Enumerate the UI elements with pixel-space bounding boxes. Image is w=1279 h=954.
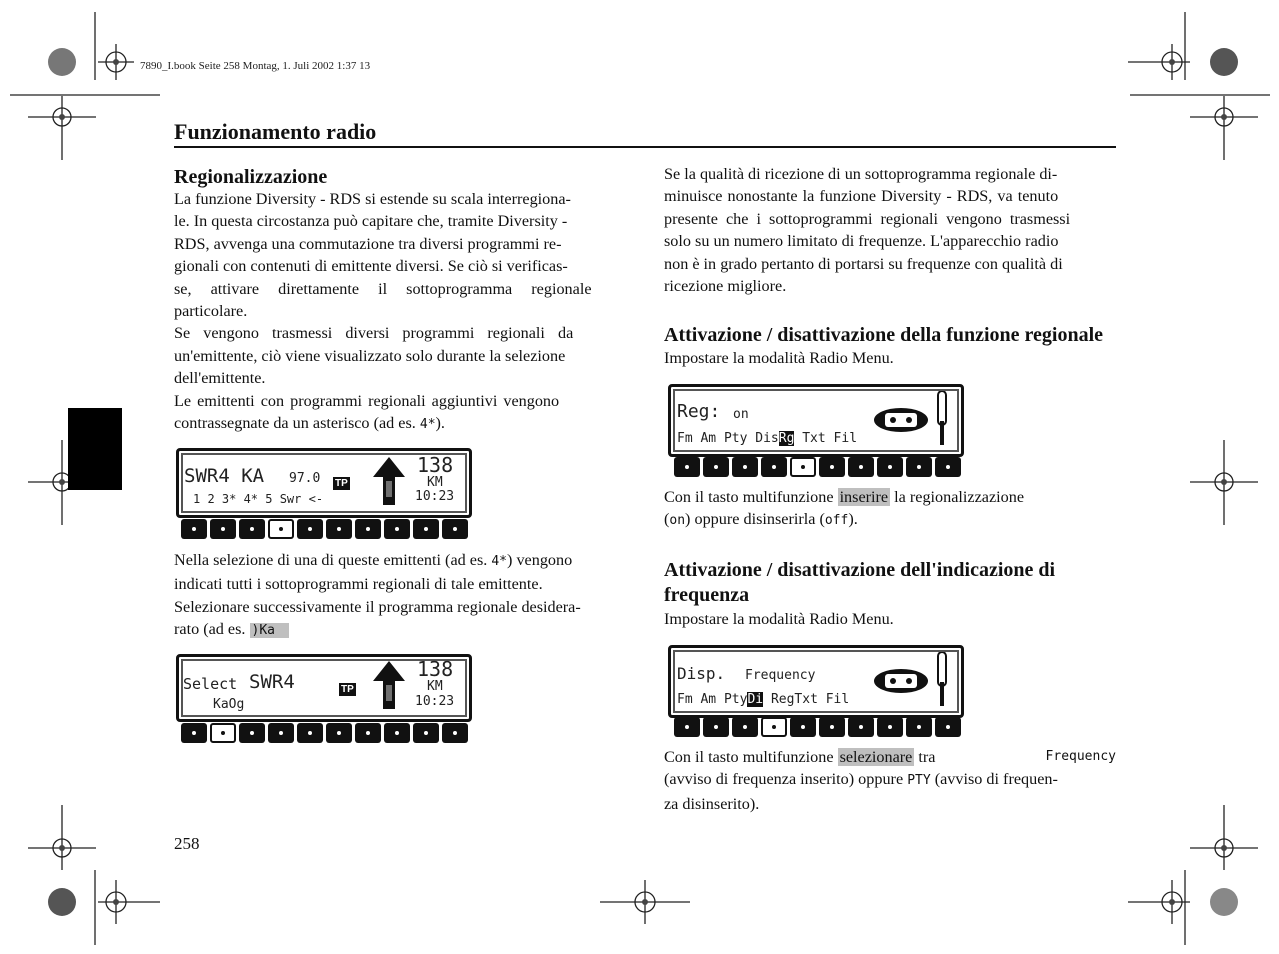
right-paragraph-1	[664, 163, 1116, 297]
left-paragraph-4	[174, 549, 624, 643]
softkey-button[interactable]	[674, 457, 700, 477]
print-header: 7890_I.book Seite 258 Montag, 1. Juli 2002 1:37 13	[140, 60, 371, 72]
lcd-station: SWR4 KA	[184, 465, 265, 487]
heading-line: Attivazione / disattivazione dell'indicazione di	[664, 559, 1056, 581]
text-line: indicati tutti i sottoprogrammi regionali di tale emittente.	[174, 575, 543, 594]
softkey-button[interactable]	[326, 519, 352, 539]
softkey-button[interactable]	[819, 457, 845, 477]
chapter-title: Funzionamento radio	[174, 119, 377, 144]
instruction-text-1	[664, 486, 1116, 533]
softkey-button[interactable]	[442, 519, 468, 539]
text-line: Selezionare successivamente il programma regionale desidera-	[174, 597, 581, 616]
softkey-button[interactable]	[906, 457, 932, 477]
softkey-button[interactable]	[181, 723, 207, 743]
softkey-label-highlight: selezionare	[839, 748, 913, 766]
text-line: un'emittente, ciò viene visualizzato solo durante la selezione	[174, 346, 566, 365]
arrow-up-icon	[373, 457, 405, 505]
softkey-button[interactable]	[181, 519, 207, 539]
softkey-button[interactable]	[384, 723, 410, 743]
softkey-label-highlight: inserire	[839, 488, 889, 506]
section-heading-regionalizzazione: Regionalizzazione	[174, 166, 328, 188]
lcd-subprogram: KaOg	[213, 697, 245, 712]
text-line: Se la qualità di ricezione di un sottoprogramma regionale di-	[664, 165, 1058, 183]
softkey-button[interactable]	[268, 723, 294, 743]
page-number: 258	[174, 834, 200, 853]
tp-badge: TP	[341, 684, 354, 695]
text-line: RDS, avvenga una commutazione tra diversi programmi re-	[174, 234, 562, 253]
section-heading-regional-function: Attivazione / disattivazione della funzione regionale	[664, 324, 1104, 346]
softkey-button[interactable]	[819, 717, 845, 737]
text-line: rato (ad es. )Ka	[174, 618, 624, 642]
title-rule	[174, 146, 1116, 148]
lcd-reg-value: on	[733, 407, 749, 422]
heading-line: frequenza	[664, 584, 750, 606]
lcd-distance: 138	[417, 657, 454, 681]
softkey-button[interactable]	[732, 717, 758, 737]
softkey-button[interactable]	[877, 457, 903, 477]
intro-text-2: Impostare la modalità Radio Menu.	[664, 610, 894, 628]
softkey-row-3	[674, 457, 961, 477]
lcd-unit: KM	[427, 679, 443, 694]
softkey-button[interactable]	[848, 717, 874, 737]
softkey-button[interactable]	[935, 457, 961, 477]
softkey-button[interactable]	[732, 457, 758, 477]
text-line: particolare.	[174, 302, 248, 321]
softkey-button[interactable]	[442, 723, 468, 743]
lcd-menu-bar: Fm Am PtyDi RegTxt Fil	[677, 692, 850, 707]
softkey-button[interactable]	[239, 519, 265, 539]
text-line: presente che i sottoprogrammi regionali vengono trasmessi	[664, 209, 1071, 228]
text-line: za disinserito).	[664, 794, 760, 813]
left-paragraph-1	[174, 188, 624, 436]
softkey-button-selected[interactable]	[210, 723, 236, 743]
text-line: le. In questa circostanza può capitare che, tramite Diversity -	[174, 212, 568, 231]
text-line: contrassegnate da un asterisco (ad es. 4*).	[174, 414, 445, 433]
intro-text-1: Impostare la modalità Radio Menu.	[664, 349, 894, 367]
text-line: ricezione migliore.	[664, 277, 787, 296]
softkey-button[interactable]	[413, 519, 439, 539]
softkey-row-1	[181, 519, 468, 539]
softkey-button[interactable]	[906, 717, 932, 737]
text-line: dell'emittente.	[174, 369, 266, 388]
softkey-button[interactable]	[297, 723, 323, 743]
arrow-up-icon	[373, 661, 405, 709]
lcd-time: 10:23	[415, 489, 455, 504]
radio-display-station-list	[176, 448, 472, 518]
tuning-fork-icon	[935, 391, 949, 447]
softkey-button[interactable]	[355, 519, 381, 539]
text-line: minuisce nonostante la funzione Diversity - RDS, va tenuto	[664, 187, 1059, 206]
lcd-unit: KM	[427, 475, 443, 490]
softkey-button-selected[interactable]	[268, 519, 294, 539]
lcd-presets: 1 2 3* 4* 5 Swr <-	[193, 492, 324, 506]
instruction-text-2	[664, 746, 1116, 815]
softkey-button[interactable]	[326, 723, 352, 743]
radio-display-select-subprogram	[176, 654, 472, 722]
cassette-icon	[873, 407, 929, 433]
text-line: non è in grado pertanto di portarsi su frequenze con qualità di	[664, 254, 1063, 273]
softkey-button-selected[interactable]	[790, 457, 816, 477]
menu-selected-item[interactable]: Di	[747, 692, 764, 707]
lcd-select-label: Select	[183, 675, 238, 693]
lcd-station: SWR4	[249, 671, 295, 693]
text-line: (on) oppure disinserirla (off).	[664, 510, 858, 529]
tuning-fork-icon	[935, 652, 949, 708]
text-line: Le emittenti con programmi regionali aggiuntivi vengono	[174, 391, 560, 410]
chapter-tab-marker	[68, 408, 122, 490]
section-heading-frequency-indication	[664, 558, 1055, 608]
text-line: (avviso di frequenza inserito) oppure PTY (avviso di frequen-	[664, 770, 1058, 789]
lcd-frequency: 97.0	[289, 471, 321, 486]
softkey-button[interactable]	[674, 717, 700, 737]
softkey-button[interactable]	[790, 717, 816, 737]
softkey-button[interactable]	[935, 717, 961, 737]
lcd-disp-label: Disp.	[677, 664, 726, 683]
cassette-icon	[873, 668, 929, 694]
softkey-button[interactable]	[703, 717, 729, 737]
softkey-button[interactable]	[848, 457, 874, 477]
softkey-row-2	[181, 723, 468, 743]
lcd-disp-value: Frequency	[745, 668, 816, 683]
softkey-row-4	[674, 717, 961, 737]
text-line: La funzione Diversity - RDS si estende su scala interregiona-	[174, 190, 571, 208]
softkey-button-selected[interactable]	[761, 717, 787, 737]
softkey-button[interactable]	[297, 519, 323, 539]
softkey-button[interactable]	[355, 723, 381, 743]
tp-badge: TP	[335, 478, 348, 489]
text-line: Nella selezione di una di queste emittenti (ad es. 4*) vengono	[174, 551, 573, 569]
text-line: Con il tasto multifunzione selezionare tra Frequency	[664, 748, 1116, 766]
lcd-menu-bar: Fm Am Pty DisRg Txt Fil	[677, 431, 858, 446]
lcd-reg-label: Reg:	[677, 401, 721, 422]
menu-selected-item[interactable]: Rg	[778, 431, 795, 446]
softkey-button[interactable]	[877, 717, 903, 737]
lcd-distance: 138	[417, 453, 454, 477]
softkey-button[interactable]	[210, 519, 236, 539]
text-line: gionali con contenuti di emittente diversi. Se ciò si verificas-	[174, 257, 568, 276]
text-line: se, attivare direttamente il sottoprogramma regionale	[174, 279, 592, 298]
text-line: Se vengono trasmessi diversi programmi regionali da	[174, 324, 574, 343]
radio-display-reg-menu	[668, 384, 964, 457]
lcd-time: 10:23	[415, 694, 455, 709]
softkey-button[interactable]	[413, 723, 439, 743]
radio-display-disp-menu	[668, 645, 964, 718]
softkey-button[interactable]	[239, 723, 265, 743]
text-line: solo su un numero limitato di frequenze. L'apparecchio radio	[664, 232, 1059, 251]
softkey-button[interactable]	[761, 457, 787, 477]
softkey-button[interactable]	[703, 457, 729, 477]
softkey-button[interactable]	[384, 519, 410, 539]
text-line: Con il tasto multifunzione inserire la regionalizzazione	[664, 488, 1025, 506]
